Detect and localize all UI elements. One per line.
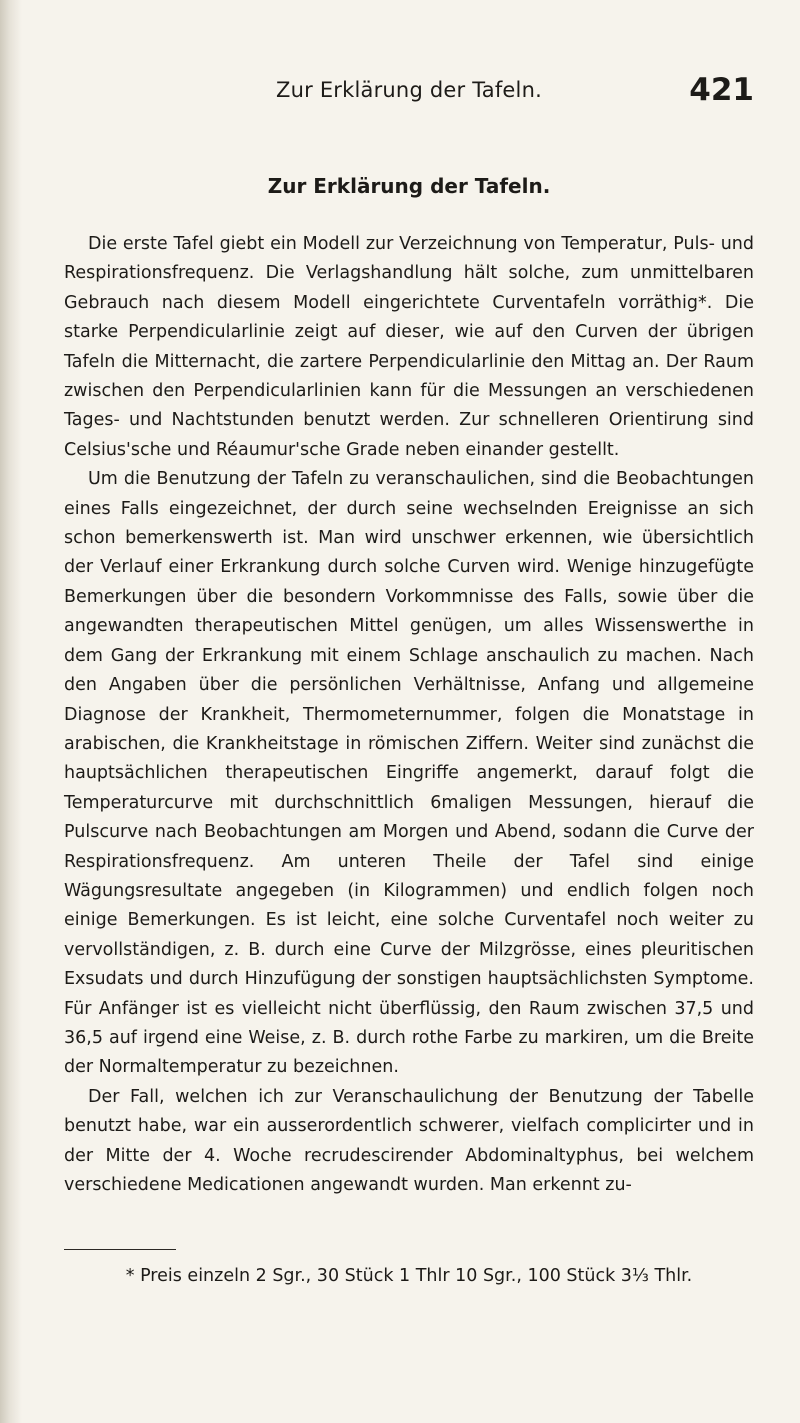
- footnote: * Preis einzeln 2 Sgr., 30 Stück 1 Thlr 10 Sgr., 100 Stück 3⅓ Thlr.: [125, 1266, 693, 1286]
- running-header: [64, 72, 754, 112]
- body-text: [64, 230, 754, 1200]
- book-spine-shadow: [0, 0, 22, 1423]
- running-title: Zur Erklärung der Tafeln.: [276, 78, 542, 102]
- page-number: 421: [689, 72, 754, 108]
- paragraph: Der Fall, welchen ich zur Veranschaulichung der Benutzung der Tabelle benutzt habe, war ein ausserordentlich schwerer, vielfach complicirter und in der Mitte der 4. Woche recrudescirender Abdominaltyphus, bei welchem verschiedene Medicationen angewandt wurden. Man erkennt zu-: [64, 1086, 754, 1195]
- paragraph: Um die Benutzung der Tafeln zu veranschaulichen, sind die Beobachtungen eines Falls eingezeichnet, der durch seine wechselnden Ereignisse an sich schon bemerkenswerth ist. Man wird unschwer erkennen, wie übersichtlich der Verlauf einer Erkrankung durch solche Curven wird. Wenige hinzugefügte Bemerkungen über die besondern Vorkommnisse des Falls, sowie über die angewandten therapeutischen Mittel genügen, um alles Wissenswerthe in dem Gang der Erkrankung mit einem Schlage anschaulich zu machen. Nach den Angaben über die persönlichen Verhältnisse, Anfang und allgemeine Diagnose der Krankheit, Thermometernummer, folgen die Monatstage in arabischen, die Krankheitstage in römischen Ziffern. Weiter sind zunächst die hauptsächlichen therapeutischen Eingriffe angemerkt, darauf folgt die Temperaturcurve mit durchschnittlich 6maligen Messungen, hierauf die Pulscurve nach Beobachtungen am Morgen und Abend, sodann die Curve der Respirationsfrequenz. Am unteren Theile der Tafel sind einige Wägungsresultate angegeben (in Kilogrammen) und endlich folgen noch einige Bemerkungen. Es ist leicht, eine solche Curventafel noch weiter zu vervollständigen, z. B. durch eine Curve der Milzgrösse, eines pleuritischen Exsudats und durch Hinzufügung der sonstigen hauptsächlichsten Symptome. Für Anfänger ist es vielleicht nicht überflüssig, den Raum zwischen 37,5 und 36,5 auf irgend eine Weise, z. B. durch rothe Farbe zu markiren, um die Breite der Normaltemperatur zu bezeichnen.: [64, 469, 754, 1078]
- paragraph: Die erste Tafel giebt ein Modell zur Verzeichnung von Temperatur, Puls- und Respirationsfrequenz. Die Verlagshandlung hält solche, zum unmittelbaren Gebrauch nach diesem Modell eingerichtete Curventafeln vorräthig*. Die starke Perpendicularlinie zeigt auf dieser, wie auf den Curven der übrigen Tafeln die Mitternacht, die zartere Perpendicularlinie den Mittag an. Der Raum zwischen den Perpendicularlinien kann für die Messungen an verschiedenen Tages- und Nachtstunden benutzt werden. Zur schnelleren Orientirung sind Celsius'sche und Réaumur'sche Grade neben einander gestellt.: [64, 234, 754, 460]
- footnote-rule: [64, 1249, 176, 1250]
- section-heading: Zur Erklärung der Tafeln.: [267, 174, 551, 198]
